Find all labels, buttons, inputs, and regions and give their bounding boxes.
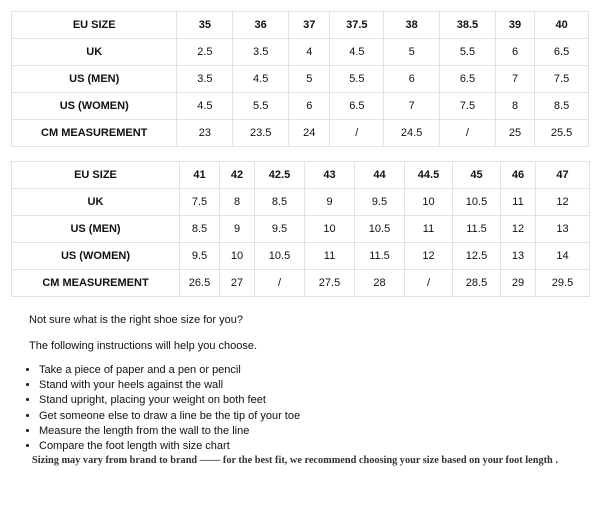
size-cell: 27.5	[305, 270, 355, 297]
size-header-cell: 42.5	[255, 162, 305, 189]
size-header-cell: 46	[501, 162, 536, 189]
size-cell: 5	[289, 66, 330, 93]
size-cell: 5.5	[233, 93, 289, 120]
size-header-cell: 38.5	[440, 12, 496, 39]
table-header-row	[12, 162, 590, 189]
size-cell: 25.5	[535, 120, 589, 147]
size-cell: 2.5	[177, 39, 233, 66]
size-cell: 11	[305, 243, 355, 270]
size-cell: 3.5	[233, 39, 289, 66]
size-cell: 4.5	[330, 39, 384, 66]
row-label: US (WOMEN)	[12, 93, 177, 120]
size-cell: 10.5	[255, 243, 305, 270]
size-cell: 8	[220, 189, 255, 216]
intro-question: Not sure what is the right shoe size for you?	[29, 314, 243, 326]
row-label: UK	[12, 189, 180, 216]
instruction-step: • Compare the foot length with size chart	[39, 439, 300, 454]
size-cell: /	[330, 120, 384, 147]
size-header-cell: 40	[535, 12, 589, 39]
table-header-row	[12, 12, 589, 39]
size-cell: 11.5	[355, 243, 405, 270]
size-cell: 27	[220, 270, 255, 297]
size-cell: /	[405, 270, 453, 297]
size-cell: 5.5	[330, 66, 384, 93]
size-cell: 11.5	[453, 216, 501, 243]
size-cell: 9	[220, 216, 255, 243]
row-label: US (MEN)	[12, 216, 180, 243]
size-cell: 13	[501, 243, 536, 270]
size-header-cell: 41	[180, 162, 220, 189]
size-cell: 7	[495, 66, 534, 93]
size-header-cell: 37.5	[330, 12, 384, 39]
size-cell: 5	[384, 39, 440, 66]
table-row	[12, 216, 590, 243]
table-row	[12, 120, 589, 147]
size-cell: 6	[289, 93, 330, 120]
size-cell: 4.5	[233, 66, 289, 93]
size-cell: 5.5	[440, 39, 496, 66]
size-cell: 6	[495, 39, 534, 66]
size-cell: 6.5	[330, 93, 384, 120]
size-header-cell: 47	[536, 162, 590, 189]
size-cell: 14	[536, 243, 590, 270]
size-cell: 7.5	[180, 189, 220, 216]
row-label: EU SIZE	[12, 12, 177, 39]
size-header-cell: 45	[453, 162, 501, 189]
size-cell: 10.5	[355, 216, 405, 243]
size-cell: 11	[405, 216, 453, 243]
size-header-cell: 43	[305, 162, 355, 189]
table-row	[12, 270, 590, 297]
instruction-step: • Measure the length from the wall to the line	[39, 424, 300, 439]
size-cell: 10	[405, 189, 453, 216]
size-cell: 29.5	[536, 270, 590, 297]
size-cell: 23.5	[233, 120, 289, 147]
size-header-cell: 36	[233, 12, 289, 39]
size-cell: 26.5	[180, 270, 220, 297]
size-cell: /	[255, 270, 305, 297]
size-cell: 23	[177, 120, 233, 147]
instruction-list	[19, 363, 300, 454]
size-cell: 8.5	[180, 216, 220, 243]
size-cell: 9.5	[255, 216, 305, 243]
size-cell: 28	[355, 270, 405, 297]
row-label: CM MEASUREMENT	[12, 270, 180, 297]
size-header-cell: 44.5	[405, 162, 453, 189]
size-cell: 10	[220, 243, 255, 270]
size-cell: 8	[495, 93, 534, 120]
size-header-cell: 37	[289, 12, 330, 39]
size-cell: 6.5	[535, 39, 589, 66]
size-cell: 3.5	[177, 66, 233, 93]
row-label: EU SIZE	[12, 162, 180, 189]
size-header-cell: 35	[177, 12, 233, 39]
row-label: US (WOMEN)	[12, 243, 180, 270]
size-cell: 13	[536, 216, 590, 243]
size-cell: 6.5	[440, 66, 496, 93]
size-cell: 8.5	[255, 189, 305, 216]
size-cell: 10.5	[453, 189, 501, 216]
size-chart-table-35-40	[11, 11, 589, 147]
size-cell: 6	[384, 66, 440, 93]
instruction-step: • Take a piece of paper and a pen or pencil	[39, 363, 300, 378]
row-label: UK	[12, 39, 177, 66]
table-row	[12, 243, 590, 270]
table-row	[12, 66, 589, 93]
size-cell: 12	[536, 189, 590, 216]
size-cell: 10	[305, 216, 355, 243]
size-cell: 9.5	[180, 243, 220, 270]
row-label: CM MEASUREMENT	[12, 120, 177, 147]
size-cell: 9.5	[355, 189, 405, 216]
size-cell: 11	[501, 189, 536, 216]
size-cell: 8.5	[535, 93, 589, 120]
size-cell: 7.5	[440, 93, 496, 120]
size-cell: /	[440, 120, 496, 147]
instructions-intro: The following instructions will help you choose.	[29, 340, 258, 352]
size-header-cell: 44	[355, 162, 405, 189]
sizing-note: Sizing may vary from brand to brand —— for the best fit, we recommend choosing your size based on your foot length .	[32, 455, 558, 466]
size-cell: 24	[289, 120, 330, 147]
size-cell: 7.5	[535, 66, 589, 93]
row-label: US (MEN)	[12, 66, 177, 93]
size-cell: 12	[405, 243, 453, 270]
size-header-cell: 42	[220, 162, 255, 189]
size-cell: 4	[289, 39, 330, 66]
table-row	[12, 93, 589, 120]
size-header-cell: 38	[384, 12, 440, 39]
instruction-step: • Stand upright, placing your weight on both feet	[39, 393, 300, 408]
size-cell: 29	[501, 270, 536, 297]
size-chart-table-41-47	[11, 161, 590, 297]
table-row	[12, 189, 590, 216]
size-cell: 12.5	[453, 243, 501, 270]
size-cell: 12	[501, 216, 536, 243]
size-cell: 9	[305, 189, 355, 216]
size-chart-body	[12, 162, 590, 297]
size-chart-body	[12, 12, 589, 147]
size-cell: 24.5	[384, 120, 440, 147]
size-cell: 4.5	[177, 93, 233, 120]
size-cell: 7	[384, 93, 440, 120]
table-row	[12, 39, 589, 66]
size-header-cell: 39	[495, 12, 534, 39]
instruction-step: • Get someone else to draw a line be the tip of your toe	[39, 409, 300, 424]
size-cell: 25	[495, 120, 534, 147]
size-cell: 28.5	[453, 270, 501, 297]
instruction-step: • Stand with your heels against the wall	[39, 378, 300, 393]
